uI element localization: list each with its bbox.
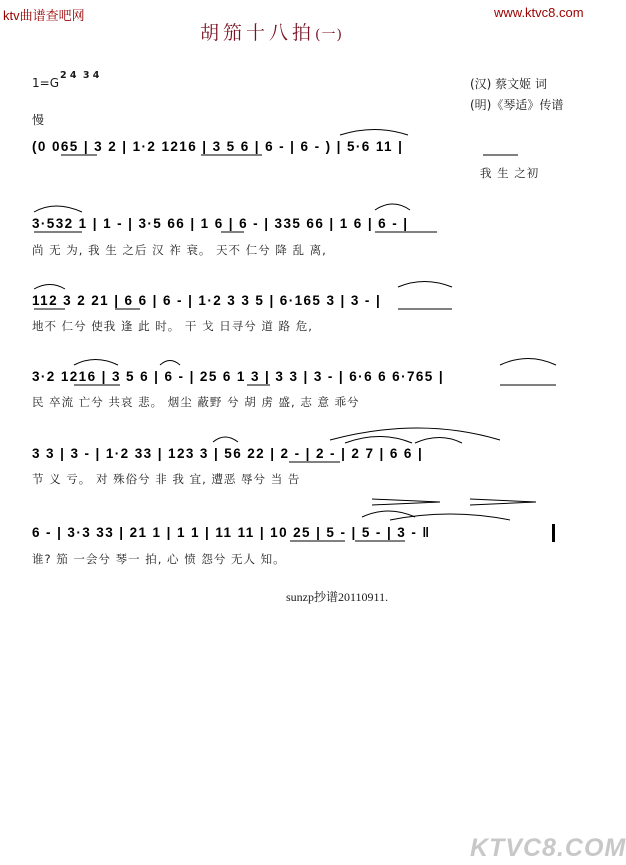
slur-arc [330,428,500,440]
key-signature: 1=G [32,76,59,90]
final-barline [552,524,555,542]
slur-arc [34,285,65,290]
footer-logo: KTVC8.COM [470,834,626,862]
score-line-6-lyrics: 谁? 笳 一会兮 琴一 拍, 心 愤 怨兮 无人 知。 [32,552,286,566]
composer-credit: (明)《琴适》传谱 [470,98,564,112]
title-main: 胡笳十八拍 [200,22,316,44]
hairpin-decrescendo [470,499,536,505]
slur-arc [34,206,82,212]
slur-arc [415,438,462,444]
tempo-marking: 慢 [32,113,45,127]
score-line-5-lyrics: 节 义 亏。 对 殊俗兮 非 我 宜, 遭恶 辱兮 当 告 [32,472,301,486]
hairpin-decrescendo [372,499,440,505]
score-line-1-notes: (0 065 | 3 2 | 1·2 1216 | 3 5 6 | 6 - | 6 - ) | 5·6 11 | [32,139,404,154]
slur-arc [500,359,556,366]
watermark-site-url: www.ktvc8.com [494,5,584,20]
slur-arc [345,437,412,444]
slur-arc [74,360,118,366]
score-line-2-notes: 3·532 1 | 1 - | 3·5 66 | 1 6 | 6 - | 335 66 | 1 6 | 6 - | [32,216,409,231]
slur-arc [375,204,410,210]
time-signature-a: 2 4 [60,70,77,81]
score-line-4-lyrics: 民 卒流 亡兮 共哀 悲。 烟尘 蔽野 兮 胡 虏 盛, 志 意 乖兮 [32,395,360,409]
score-line-4-notes: 3·2 1216 | 3 5 6 | 6 - | 25 6 1 3 | 3 3 | 3 - | 6·6 6 6·765 | [32,369,445,384]
tie-arc [340,130,408,136]
title-suffix: (一) [315,27,343,43]
slur-arc [398,282,452,288]
score-line-2-lyrics: 尚 无 为, 我 生 之后 汉 祚 衰。 天不 仁兮 降 乱 离, [32,243,327,257]
score-line-5-notes: 3 3 | 3 - | 1·2 33 | 123 3 | 56 22 | 2 - | 2 - | 2 7 | 6 6 | [32,446,424,461]
lyricist-credit: (汉) 蔡文姬 词 [470,77,547,91]
slur-arc [390,514,510,520]
transcriber-note: sunzp抄谱20110911. [286,590,389,604]
score-line-6-notes: 6 - | 3·3 33 | 21 1 | 1 1 | 11 11 | 10 25 | 5 - | 5 - | 3 - ‖ [32,525,431,540]
score-line-1-lyrics: 我 生 之初 [480,166,540,180]
slur-arc [160,361,180,366]
score-line-3-notes: 112 3 2 21 | 6 6 | 6 - | 1·2 3 3 5 | 6·165 3 | 3 - | [32,293,382,308]
score-line-3-lyrics: 地不 仁兮 使我 逢 此 时。 干 戈 日寻兮 道 路 危, [32,319,313,333]
watermark-site-name: ktv曲谱查吧网 [3,8,85,23]
slur-arc [213,437,238,442]
slur-arc [362,511,415,517]
time-signature-b: 3 4 [82,70,100,81]
